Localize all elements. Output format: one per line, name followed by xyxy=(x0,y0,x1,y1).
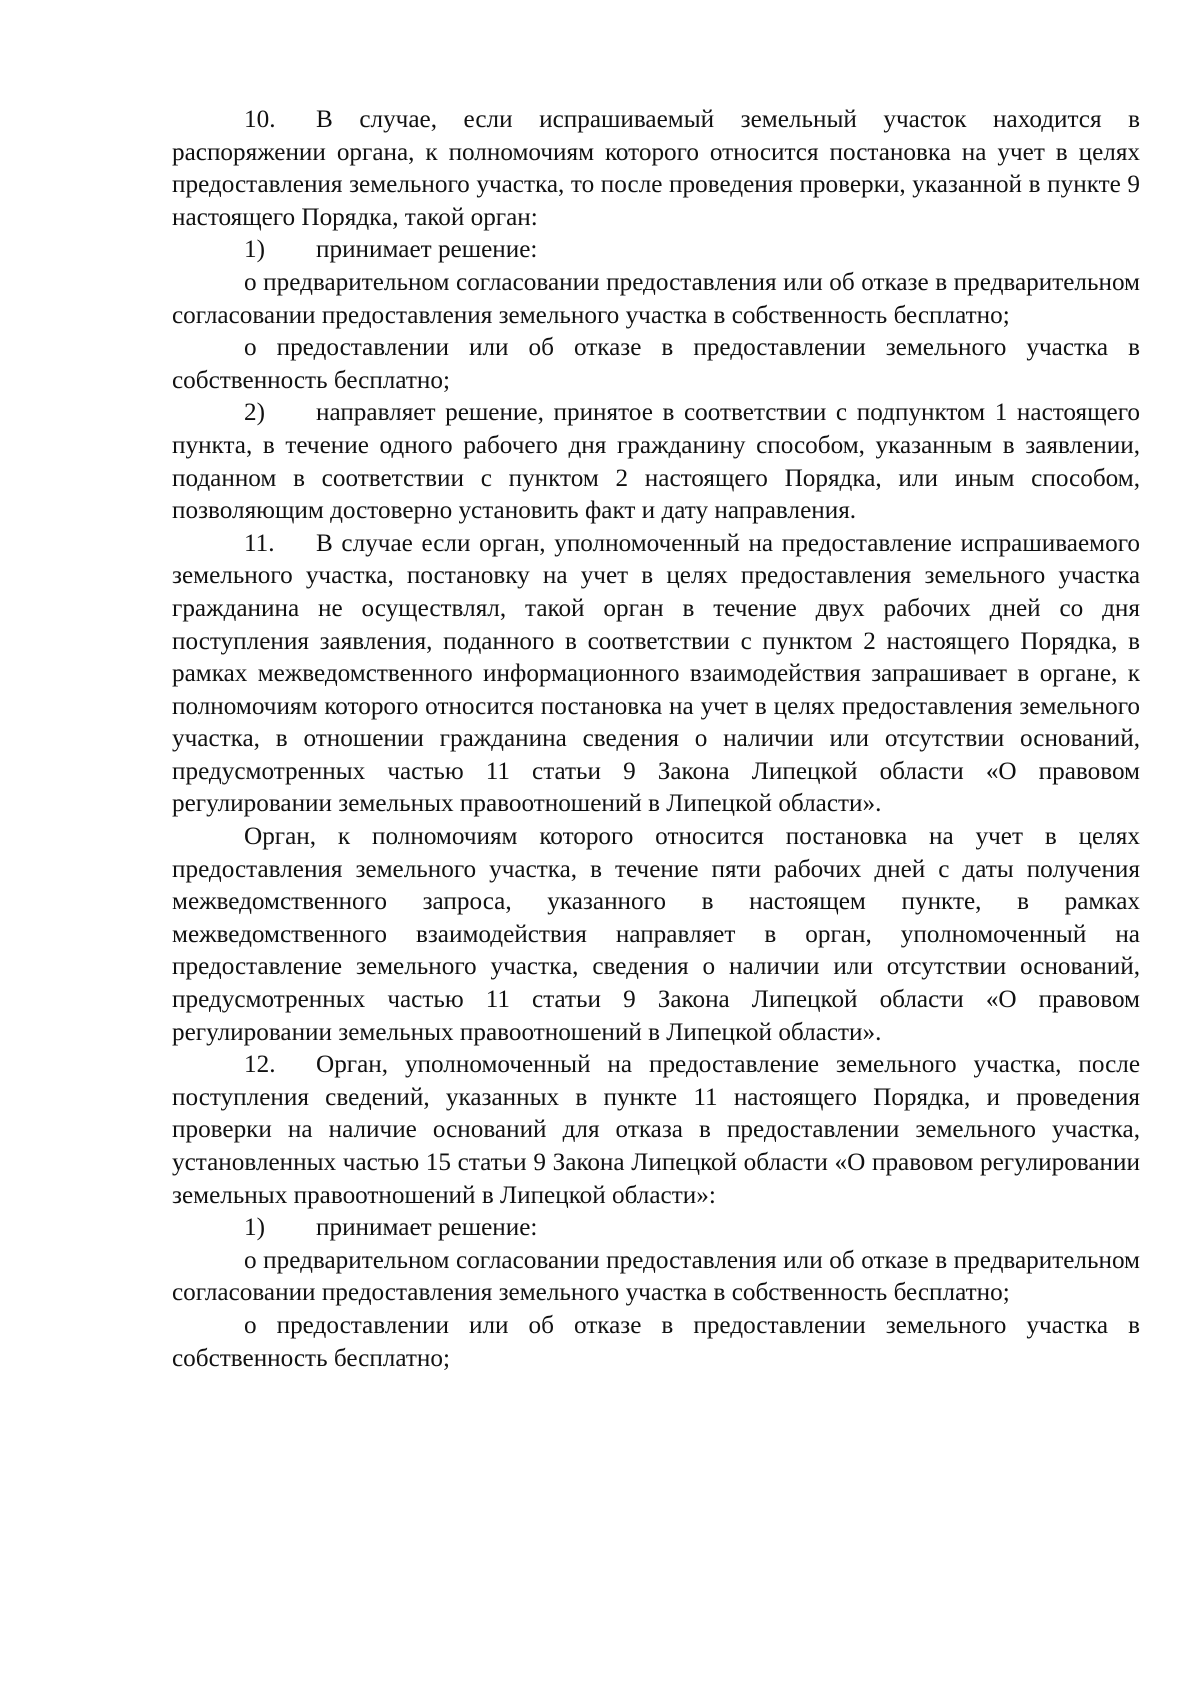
decision-option-2 xyxy=(172,332,1140,397)
subitem-number: 2) xyxy=(244,399,265,427)
paragraph-text: о предоставлении или об отказе в предоставлении земельного участка в собственность бесплатно; xyxy=(172,1311,1140,1372)
paragraph-text: В случае если орган, уполномоченный на предоставление испрашиваемого земельного участка, постановку на учет в целях предоставления земельного участка гражданина не осуществлял, такой орган в течение двух рабочих дней со дня поступления заявления, поданного в соответствии с пунктом 2 настоящего Порядка, в рамках межведомственного информационного взаимодействия запрашивает в органе, к полномочиям которого относится постановка на учет в целях предоставления земельного участка, в отношении гражданина сведения о наличии или отсутствии оснований, предусмотренных частью 11 статьи 9 Закона Липецкой области «О правовом регулировании земельных правоотношений в Липецкой области». xyxy=(172,529,1140,818)
paragraph-text: о предварительном согласовании предоставления или об отказе в предварительном согласовании предоставления земельного участка в собственность бесплатно; xyxy=(172,1246,1140,1307)
subitem-text: направляет решение, принятое в соответствии с подпунктом 1 настоящего пункта, в течение одного рабочего дня гражданину способом, указанным в заявлении, поданном в соответствии с пунктом 2 настоящего Порядка, или иным способом, позволяющим достоверно установить факт и дату направления. xyxy=(172,399,1140,525)
paragraph-text: о предварительном согласовании предоставления или об отказе в предварительном согласовании предоставления земельного участка в собственность бесплатно; xyxy=(172,268,1140,329)
paragraph-number: 12. xyxy=(244,1051,276,1079)
decision-option-1 xyxy=(172,1245,1140,1310)
subitem-number: 1) xyxy=(244,1214,265,1242)
subitem-text: принимает решение: xyxy=(316,236,538,264)
paragraph-12 xyxy=(172,1049,1140,1212)
paragraph-10 xyxy=(172,104,1140,234)
paragraph-text: Орган, к полномочиям которого относится постановка на учет в целях предоставления земельного участка, в течение пяти рабочих дней с даты получения межведомственного запроса, указанного в настоящем пункте, в рамках межведомственного взаимодействия направляет в орган, уполномоченный на предоставление земельного участка, сведения о наличии или отсутствии оснований, предусмотренных частью 11 статьи 9 Закона Липецкой области «О правовом регулировании земельных правоотношений в Липецкой области». xyxy=(172,823,1140,1046)
subitem-2 xyxy=(172,397,1140,527)
paragraph-11-continuation xyxy=(172,821,1140,1049)
paragraph-11 xyxy=(172,528,1140,821)
paragraph-text: о предоставлении или об отказе в предоставлении земельного участка в собственность бесплатно; xyxy=(172,334,1140,394)
decision-option-1 xyxy=(172,267,1140,332)
paragraph-number: 10. xyxy=(244,106,276,133)
decision-option-2 xyxy=(172,1310,1140,1375)
subitem-number: 1) xyxy=(244,236,265,264)
paragraph-number: 11. xyxy=(244,529,275,557)
subitem-text: принимает решение: xyxy=(316,1214,538,1242)
subitem-1 xyxy=(172,1212,1140,1245)
document-page xyxy=(172,104,1140,1375)
subitem-1 xyxy=(172,234,1140,267)
paragraph-text: В случае, если испрашиваемый земельный участок находится в распоряжении органа, к полномочиям которого относится постановка на учет в целях предоставления земельного участка, то после проведения проверки, указанной в пункте 9 настоящего Порядка, такой орган: xyxy=(172,106,1140,231)
paragraph-text: Орган, уполномоченный на предоставление земельного участка, после поступления сведений, указанных в пункте 11 настоящего Порядка, и проведения проверки на наличие оснований для отказа в предоставлении земельного участка, установленных частью 15 статьи 9 Закона Липецкой области «О правовом регулировании земельных правоотношений в Липецкой области»: xyxy=(172,1051,1140,1209)
